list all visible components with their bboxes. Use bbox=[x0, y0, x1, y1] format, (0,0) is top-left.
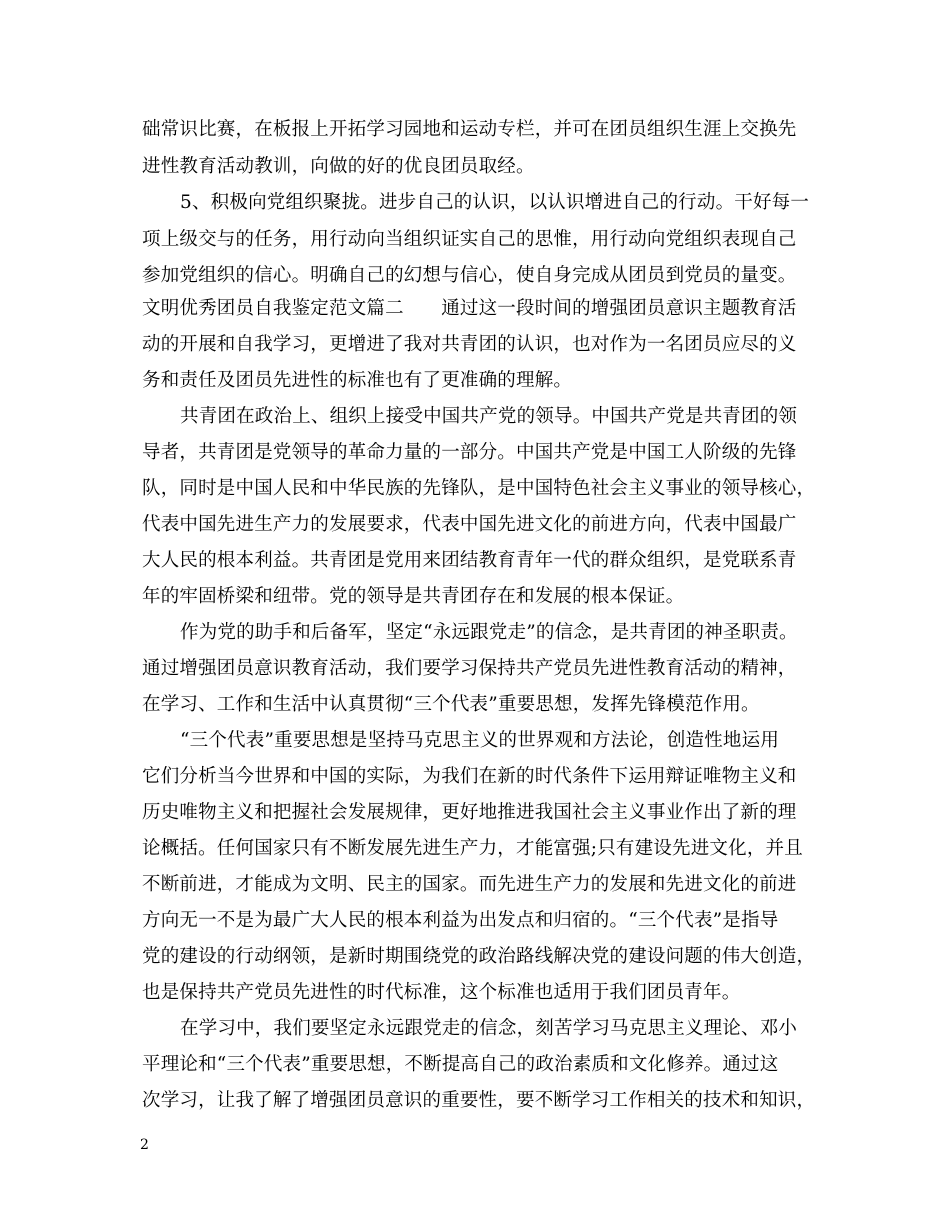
text-line: “三个代表”重要思想是坚持马克思主义的世界观和方法论，创造性地运用 bbox=[180, 730, 780, 751]
text-line: 通过增强团员意识教育活动，我们要学习保持共产党员先进性教育活动的精神， bbox=[142, 658, 797, 679]
text-line: 年的牢固桥梁和纽带。党的领导是共青团存在和发展的根本保证。 bbox=[142, 586, 685, 607]
text-line: 代表中国先进生产力的发展要求，代表中国先进文化的前进方向，代表中国最广 bbox=[142, 514, 797, 535]
text-line: 础常识比赛，在板报上开拓学习园地和运动专栏，并可在团员组织生涯上交换先 bbox=[142, 119, 797, 140]
text-line: 导者，共青团是党领导的革命力量的一部分。中国共产党是中国工人阶级的先锋 bbox=[142, 442, 797, 463]
text-line: 次学习，让我了解了增强团员意识的重要性，要不断学习工作相关的技术和知识， bbox=[142, 1090, 816, 1111]
text-line: 党的建设的行动纲领，是新时期围绕党的政治路线解决党的建设问题的伟大创造， bbox=[142, 946, 816, 967]
text-line: 务和责任及团员先进性的标准也有了更准确的理解。 bbox=[142, 370, 573, 391]
text-line: 不断前进，才能成为文明、民主的国家。而先进生产力的发展和先进文化的前进 bbox=[142, 874, 797, 895]
text-line: 作为党的助手和后备军，坚定“永远跟党走”的信念，是共青团的神圣职责。 bbox=[180, 622, 798, 643]
text-line: 它们分析当今世界和中国的实际，为我们在新的时代条件下运用辩证唯物主义和 bbox=[142, 766, 797, 787]
section-heading-line: 文明优秀团员自我鉴定范文篇二 通过这一段时间的增强团员意识主题教育活 bbox=[142, 298, 797, 319]
text-line: 共青团在政治上、组织上接受中国共产党的领导。中国共产党是共青团的领 bbox=[180, 406, 798, 427]
text-line: 项上级交与的任务，用行动向当组织证实自己的思惟，用行动向党组织表现自己 bbox=[142, 229, 797, 250]
text-line: 方向无一不是为最广大人民的根本利益为出发点和归宿的。“三个代表”是指导 bbox=[142, 910, 779, 931]
text-line: 进性教育活动教训，向做的好的优良团员取经。 bbox=[142, 156, 535, 177]
text-line: 在学习中，我们要坚定永远跟党走的信念，刻苦学习马克思主义理论、邓小 bbox=[180, 1018, 798, 1039]
text-line: 平理论和“三个代表”重要思想，不断提高自己的政治素质和文化修养。通过这 bbox=[142, 1054, 779, 1075]
text-line: 参加党组织的信心。明确自己的幻想与信心，使自身完成从团员到党员的量变。 bbox=[142, 265, 797, 286]
text-line: 在学习、工作和生活中认真贯彻“三个代表”重要思想，发挥先锋模范作用。 bbox=[142, 694, 760, 715]
text-line: 队，同时是中国人民和中华民族的先锋队，是中国特色社会主义事业的领导核心， bbox=[142, 478, 816, 499]
text-line: 也是保持共产党员先进性的时代标准，这个标准也适用于我们团员青年。 bbox=[142, 982, 741, 1003]
text-line: 大人民的根本利益。共青团是党用来团结教育青年一代的群众组织，是党联系青 bbox=[142, 550, 797, 571]
page-number: 2 bbox=[140, 1137, 149, 1153]
text-line: 论概括。任何国家只有不断发展先进生产力，才能富强;只有建设先进文化，并且 bbox=[142, 838, 803, 859]
text-line: 动的开展和自我学习，更增进了我对共青团的认识，也对作为一名团员应尽的义 bbox=[142, 334, 797, 355]
text-line: 5、积极向党组织聚拢。进步自己的认识，以认识增进自己的行动。干好每一 bbox=[180, 192, 810, 213]
text-line: 历史唯物主义和把握社会发展规律，更好地推进我国社会主义事业作出了新的理 bbox=[142, 802, 797, 823]
